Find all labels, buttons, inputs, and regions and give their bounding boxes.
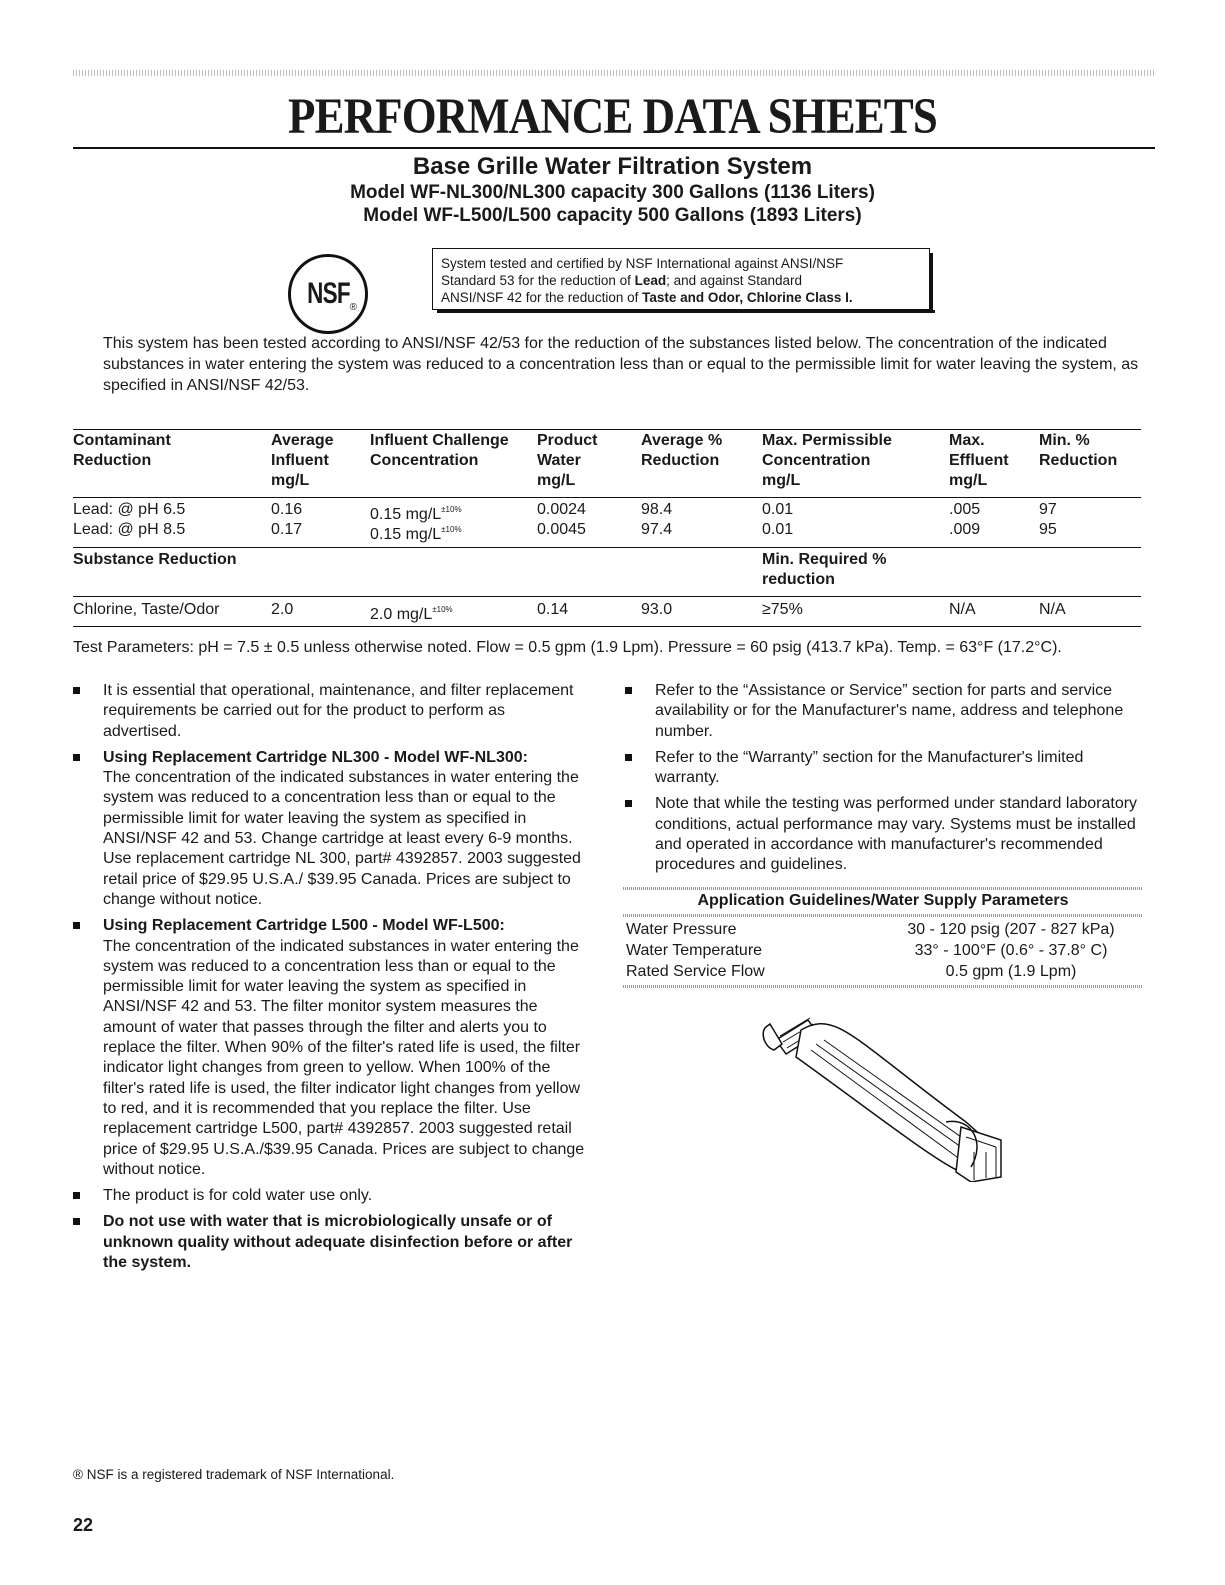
table-rule [73, 497, 1141, 498]
guidelines-title: Application Guidelines/Water Supply Parameters [697, 892, 1069, 909]
list-item: Using Replacement Cartridge L500 - Model WF-L500: The concentration of the indicated substances in water entering the system was reduced to a concentration less than or equal to the permissible limit for water leaving the system as specified in ANSI/NSF 42 and 53. The filter monitor system measures the amount of water that passes through the filter and alerts you to replace the filter. When 90% of the filter's rated life is used, the filter indicator light changes from green to yellow. When 100% of the filter's rated life is used, the filter indicator light changes from yellow to red, and it is recommended that you replace the filter. Use replacement cartridge L500, part# 4392857. 2003 suggested retail price of $29.95 U.S.A./$39.95 Canada. Prices are subject to change without notice. [73, 916, 585, 1180]
page-number: 22 [73, 1515, 94, 1535]
table-header-cell: Average [271, 432, 334, 449]
table-cell: 0.17 [271, 521, 303, 538]
bullet-icon [73, 922, 80, 929]
table-cell: ≥75% [762, 601, 803, 618]
table-cell: 0.0045 [537, 521, 586, 538]
system-heading: Base Grille Water Filtration System [412, 153, 813, 180]
list-item: The product is for cold water use only. [73, 1186, 585, 1206]
substance-reduction-header: Substance Reduction [73, 551, 237, 568]
table-cell: 0.01 [762, 521, 794, 538]
list-item: Note that while the testing was performed under standard laboratory conditions, actual performance may vary. Systems must be installed and operated in accordance with manufacturer's recommended procedures and guidelines. [625, 794, 1145, 875]
table-cell: .009 [949, 521, 981, 538]
table-cell: Chlorine, Taste/Odor [73, 601, 220, 618]
table-cell: 98.4 [641, 501, 673, 518]
table-cell: 95 [1039, 521, 1057, 538]
guidelines-rule [623, 887, 1143, 890]
top-decorative-band [73, 70, 1155, 76]
table-rule [73, 547, 1141, 548]
list-item: Using Replacement Cartridge NL300 - Model WF-NL300: The concentration of the indicated substances in water entering the system was reduced to a concentration less than or equal to the permissible limit for water leaving the system as specified in ANSI/NSF 42 and 53. Change cartridge at least every 6-9 months. Use replacement cartridge NL 300, part# 4392857. 2003 suggested retail price of $29.95 U.S.A./ $39.95 Canada. Prices are subject to change without notice. [73, 748, 585, 910]
table-header-cell: Influent Challenge [370, 432, 509, 449]
bullet-icon [73, 1192, 80, 1199]
model-nl300-heading: Model WF-NL300/NL300 capacity 300 Gallons (1136 Liters) [350, 182, 875, 203]
table-cell: 0.14 [537, 601, 569, 618]
table-cell: 93.0 [641, 601, 673, 618]
table-header-cell: Min. % [1039, 432, 1090, 449]
table-header-cell: Water [537, 452, 581, 469]
intro-paragraph: This system has been tested according to ANSI/NSF 42/53 for the reduction of the substances listed below. The concentration of the indicated substances in water entering the system was reduced to a concentration less than or equal to the permissible limit for water leaving the system, as specified in ANSI/NSF 42/53. [103, 335, 1139, 394]
test-parameters: Test Parameters: pH = 7.5 ± 0.5 unless otherwise noted. Flow = 0.5 gpm (1.9 Lpm). Pressure = 60 psig (413.7 kPa). Temp. = 63°F (17.2°C). [73, 639, 1062, 656]
table-header-cell: Influent [271, 452, 329, 469]
table-header-cell: Effluent [949, 452, 1009, 469]
bullet-icon [73, 687, 80, 694]
guidelines-rule [623, 985, 1143, 988]
left-bullet-list [73, 681, 585, 1279]
table-rule [73, 596, 1141, 597]
filter-cartridge-illustration [756, 1012, 1006, 1182]
guideline-row: Water Pressure 30 - 120 psig (207 - 827 kPa) [626, 921, 1115, 938]
table-cell: N/A [1039, 601, 1066, 618]
table-header-cell: mg/L [537, 472, 576, 489]
min-required-header-2: reduction [762, 571, 835, 588]
table-cell: N/A [949, 601, 976, 618]
list-item: It is essential that operational, maintenance, and filter replacement requirements be carried out for the product to perform as advertised. [73, 681, 585, 742]
table-rule [73, 626, 1141, 627]
nsf-logo-text: NSF [306, 277, 350, 310]
table-cell: Lead: @ pH 6.5 [73, 501, 186, 518]
table-header-cell: Max. [949, 432, 985, 449]
table-header-cell: Product [537, 432, 598, 449]
list-item: Refer to the “Warranty” section for the Manufacturer's limited warranty. [625, 748, 1145, 789]
guideline-row: Water Temperature 33° - 100°F (0.6° - 37.8° C) [626, 942, 1108, 959]
model-l500-heading: Model WF-L500/L500 capacity 500 Gallons (1893 Liters) [363, 205, 862, 226]
nsf-logo-icon: NSF ® [288, 254, 368, 334]
table-header-cell: Concentration [762, 452, 871, 469]
page-title: PERFORMANCE DATA SHEETS [288, 89, 937, 145]
min-required-header-1: Min. Required % [762, 551, 887, 568]
table-cell: 0.0024 [537, 501, 586, 518]
table-cell: .005 [949, 501, 981, 518]
table-cell: 2.0 $mg/L^{\pm 10\%}$ [370, 605, 453, 623]
table-cell: 97 [1039, 501, 1057, 518]
table-rule [73, 429, 1141, 430]
table-cell: 0.16 [271, 501, 303, 518]
table-header-cell: mg/L [271, 472, 310, 489]
bullet-icon [625, 687, 632, 694]
list-item: Do not use with water that is microbiologically unsafe or of unknown quality without adequate disinfection before or after the system. [73, 1212, 585, 1273]
table-header-cell: Average % [641, 432, 723, 449]
bullet-icon [73, 1218, 80, 1225]
certification-box: System tested and certified by NSF International against ANSI/NSF Standard 53 for the reduction of Lead; and against Standard ANSI/NSF 42 for the reduction of Taste and Odor, Chlorine Class I. [432, 248, 930, 310]
table-header-cell: Contaminant [73, 432, 171, 449]
table-header-cell: Reduction [641, 452, 720, 469]
table-cell: 2.0 [271, 601, 294, 618]
table-header-cell: Max. Permissible [762, 432, 892, 449]
trademark-footnote: ® NSF is a registered trademark of NSF International. [73, 1467, 395, 1482]
table-header-cell: Reduction [1039, 452, 1118, 469]
table-cell: 0.15 $mg/L^{\pm 10\%}$ [370, 525, 462, 543]
table-cell: 0.01 [762, 501, 794, 518]
table-header-cell: mg/L [762, 472, 801, 489]
list-item: Refer to the “Assistance or Service” section for parts and service availability or for the Manufacturer's name, address and telephone number. [625, 681, 1145, 742]
guideline-row: Rated Service Flow 0.5 gpm (1.9 Lpm) [626, 963, 1077, 980]
guidelines-rule [623, 914, 1143, 917]
bullet-icon [73, 754, 80, 761]
table-cell: 0.15 $mg/L^{\pm 10\%}$ [370, 505, 462, 523]
table-header-cell: Concentration [370, 452, 479, 469]
bullet-icon [625, 754, 632, 761]
right-bullet-list [625, 681, 1145, 882]
table-cell: Lead: @ pH 8.5 [73, 521, 186, 538]
bullet-icon [625, 800, 632, 807]
title-rule [73, 147, 1155, 149]
table-header-cell: Reduction [73, 452, 152, 469]
table-cell: 97.4 [641, 521, 673, 538]
table-header-cell: mg/L [949, 472, 988, 489]
